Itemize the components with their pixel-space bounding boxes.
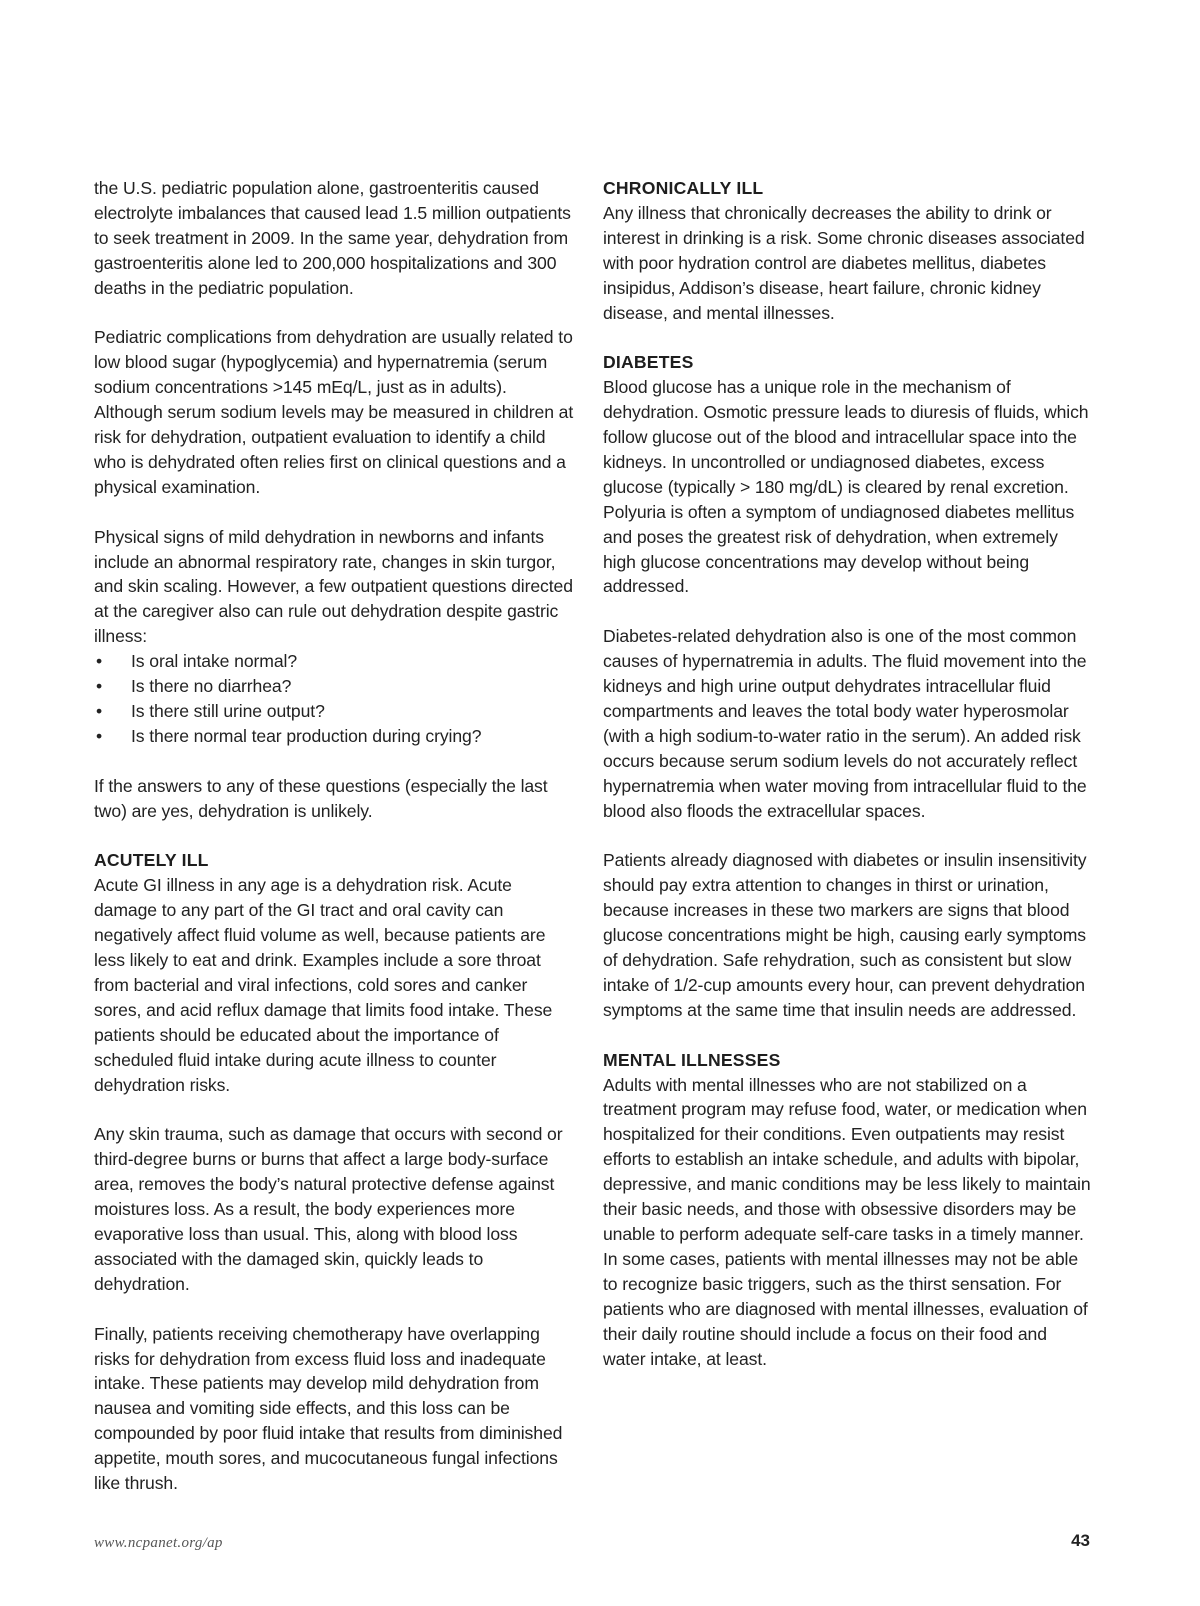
diabetes-paragraph-2: Diabetes-related dehydration also is one of the most common causes of hypernatremia in adults. The fluid movement into the kidneys and high urine output dehydrates intracellular fluid compartments and leaves the total body water hyperosmolar (with a high sodium-to-water ratio in the serum). An added risk occurs because serum sodium levels do not accurately reflect hypernatremia when water moving from intracellular fluid to the blood also floods the extracellular spaces. (603, 626, 1087, 821)
heading-acutely-ill: ACUTELY ILL (94, 850, 209, 871)
acutely-ill-paragraph-1: Acute GI illness in any age is a dehydration risk. Acute damage to any part of the GI tract and oral cavity can negatively affect fluid volume as well, because patients are less likely to eat and drink. Examples include a sore throat from bacterial and viral infections, cold sores and canker sores, and acid reflux damage that limits food intake. These patients should be educated about the importance of scheduled fluid intake during acute illness to counter dehydration risks. (94, 875, 553, 1095)
right-column (603, 176, 1093, 1371)
list-item (94, 724, 574, 749)
left-paragraph-2: Pediatric complications from dehydration are usually related to low blood sugar (hypoglycemia) and hypernatremia (serum sodium concentrations >145 mEq/L, just as in adults). Although serum sodium levels may be measured in children at risk for dehydration, outpatient evaluation to identify a child who is dehydrated often relies first on clinical questions and a physical examination. (94, 327, 574, 497)
left-paragraph-1: the U.S. pediatric population alone, gastroenteritis caused electrolyte imbalances that caused lead 1.5 million outpatients to seek treatment in 2009. In the same year, dehydration from gastroenteritis alone led to 200,000 hospitalizations and 300 deaths in the pediatric population. (94, 178, 571, 298)
acutely-ill-paragraph-3: Finally, patients receiving chemotherapy have overlapping risks for dehydration from excess fluid loss and inadequate intake. These patients may develop mild dehydration from nausea and vomiting side effects, and this loss can be compounded by poor fluid intake that results from diminished appetite, mouth sores, and mucocutaneous fungal infections like thrush. (94, 1323, 563, 1494)
heading-mental-illnesses: MENTAL ILLNESSES (603, 1049, 781, 1070)
diabetes-paragraph-1: Blood glucose has a unique role in the mechanism of dehydration. Osmotic pressure leads to diuresis of fluids, which follow glucose out of the blood and intracellular space into the kidneys. In uncontrolled or undiagnosed diabetes, excess glucose (typically > 180 mg/dL) is cleared by renal excretion. Polyuria is often a symptom of undiagnosed diabetes mellitus and poses the greatest risk of dehydration, when extremely high glucose concentrations may develop without being addressed. (603, 377, 1089, 597)
list-item-text: Is oral intake normal? (131, 651, 297, 672)
diabetes-paragraph-3: Patients already diagnosed with diabetes or insulin insensitivity should pay extra attention to changes in thirst or urination, because increases in these two markers are signs that blood glucose concentrations might be high, causing early symptoms of dehydration. Safe rehydration, such as consistent but slow intake of 1/2-cup amounts every hour, can prevent dehydration symptoms at the same time that insulin needs are addressed. (603, 850, 1087, 1020)
list-item-text: Is there no diarrhea? (131, 676, 292, 697)
left-column (94, 176, 574, 1496)
left-paragraph-3: Physical signs of mild dehydration in newborns and infants include an abnormal respiratory rate, changes in skin turgor, and skin scaling. However, a few outpatient questions directed at the caregiver also can rule out dehydration despite gastric illness: (94, 526, 573, 647)
list-item (94, 649, 574, 674)
left-paragraph-4: If the answers to any of these questions (especially the last two) are yes, dehydration is unlikely. (94, 775, 548, 821)
bullet-symbol: • (96, 651, 103, 672)
list-item (94, 699, 574, 724)
bullet-symbol: • (96, 701, 103, 721)
list-item-text: Is there still urine output? (131, 701, 325, 721)
caregiver-questions-list (94, 649, 574, 749)
acutely-ill-paragraph-2: Any skin trauma, such as damage that occurs with second or third-degree burns or burns that affect a large body-surface area, removes the body’s natural protective defense against moistures loss. As a result, the body experiences more evaporative loss than usual. This, along with blood loss associated with the damaged skin, quickly leads to dehydration. (94, 1124, 563, 1294)
heading-chronically-ill: CHRONICALLY ILL (603, 178, 764, 198)
bullet-symbol: • (96, 725, 103, 746)
footer-url: www.ncpanet.org/ap (94, 1535, 223, 1551)
list-item-text: Is there normal tear production during crying? (131, 725, 482, 746)
mental-illnesses-paragraph-1: Adults with mental illnesses who are not stabilized on a treatment program may refuse food, water, or medication when hospitalized for their conditions. Even outpatients may resist efforts to establish an intake schedule, and adults with bipolar, depressive, and manic conditions may be less likely to maintain their basic needs, and those with obsessive disorders may be unable to perform adequate self-care tasks in a timely manner. In some cases, patients with mental illnesses may not be able to recognize basic triggers, such as the thirst sensation. For patients who are diagnosed with mental illnesses, evaluation of their daily routine should include a focus on their food and water intake, at least. (603, 1074, 1091, 1369)
bullet-symbol: • (96, 676, 103, 697)
list-item (94, 674, 574, 699)
page-number: 43 (1071, 1531, 1090, 1550)
chronically-ill-paragraph-1: Any illness that chronically decreases the ability to drink or interest in drinking is a risk. Some chronic diseases associated with poor hydration control are diabetes mellitus, diabetes insipidus, Addison’s disease, heart failure, chronic kidney disease, and mental illnesses. (603, 202, 1085, 323)
heading-diabetes: DIABETES (603, 352, 694, 373)
